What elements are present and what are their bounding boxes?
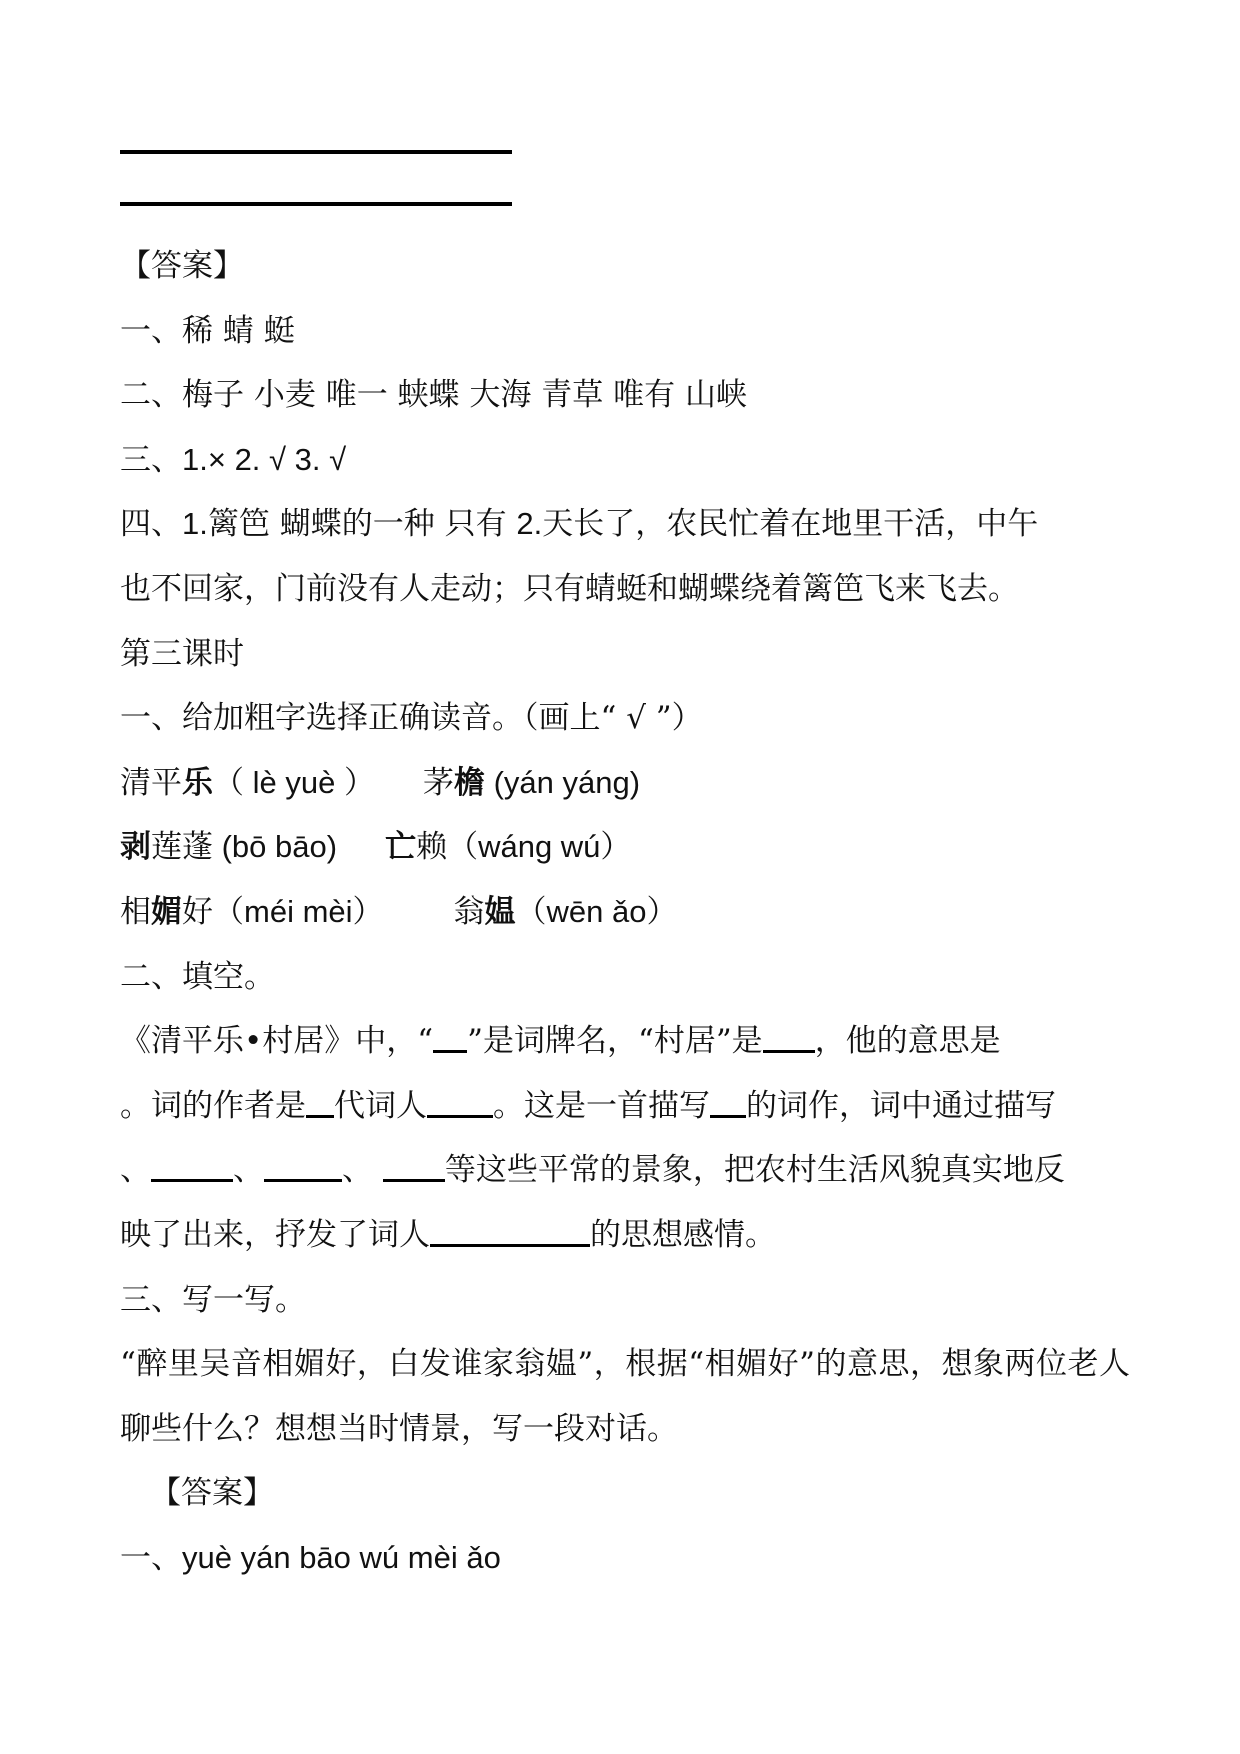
pinyin-options: （méi mèi）: [213, 893, 384, 929]
fill-blank-line-2: [120, 1074, 1130, 1139]
answer-prefix: 一、: [120, 1539, 182, 1576]
answer-item-4-num-1: 1.: [182, 506, 208, 542]
document-body: [120, 234, 1130, 1590]
answer-item-4-line-2: 也不回家，门前没有人走动；只有蜻蜓和蝴蝶绕着篱笆飞来飞去。: [120, 570, 1019, 607]
answer-item-4-prefix: 四、: [120, 506, 182, 543]
answer-item-4-line-1: [120, 492, 1130, 557]
pinyin-options: （ lè yuè ）: [213, 764, 375, 800]
lesson-title: 第三课时: [120, 635, 244, 672]
answer-item-4-num-2: 2.: [516, 506, 543, 542]
text: 代词人: [334, 1087, 427, 1124]
word-text: 莲蓬: [151, 829, 213, 866]
text: 的思想感情。: [590, 1216, 776, 1253]
answer-part-1: [120, 1526, 1130, 1591]
fill-blank[interactable]: [151, 1149, 233, 1182]
fill-blank[interactable]: [383, 1149, 445, 1182]
part-3-prompt: “醉里吴音相媚好，白发谁家翁媪”，根据“相媚好”的意思，想象两位老人聊些什么？想想当时情景，写一段对话。: [120, 1346, 1130, 1447]
word-wengao: [454, 894, 678, 930]
blank-answer-line: [120, 202, 512, 206]
pinyin-options: （wēn ǎo）: [515, 893, 678, 929]
text: 映了出来，抒发了词人: [120, 1216, 430, 1253]
part-2-title: 二、填空。: [120, 958, 275, 995]
text: 。这是一首描写: [493, 1087, 710, 1124]
fill-blank[interactable]: [433, 1020, 467, 1053]
bold-char: 剥: [120, 829, 151, 866]
pinyin-row-3: [120, 880, 1130, 945]
word-bolianpeng: [120, 829, 337, 865]
pinyin-row-2: [120, 815, 1130, 880]
text: 、: [342, 1152, 383, 1189]
fill-blank[interactable]: [763, 1020, 815, 1053]
pinyin-options: (bō bāo): [213, 829, 338, 865]
answer-heading: 【答案】: [150, 1475, 274, 1512]
bold-char: 媪: [484, 893, 516, 930]
fill-blank[interactable]: [427, 1085, 493, 1118]
word-text: 相: [120, 893, 151, 930]
fill-blank[interactable]: [430, 1214, 590, 1247]
answer-item-3: [120, 428, 1130, 493]
text: 、: [120, 1152, 151, 1189]
bold-char: 乐: [182, 764, 213, 801]
text: 。词的作者是: [120, 1087, 306, 1124]
word-wulai: [385, 829, 631, 865]
answer-item-3-prefix: 三、: [120, 441, 182, 478]
word-maoyan: [423, 765, 640, 801]
text: 的词作，词中通过描写: [746, 1087, 1056, 1124]
answer-item-1: 一、稀 蜻 蜓: [120, 312, 295, 349]
answer-item-2: 二、梅子 小麦 唯一 蛱蝶 大海 青草 唯有 山峡: [120, 377, 747, 414]
fill-blank[interactable]: [306, 1085, 334, 1118]
pinyin-options: （wáng wú）: [447, 829, 632, 865]
text: ，他的意思是: [814, 1023, 1001, 1060]
fill-blank-line-1: [120, 1009, 1130, 1074]
fill-blank[interactable]: [264, 1149, 342, 1182]
answer-heading: 【答案】: [120, 248, 244, 284]
bold-char: 檐: [453, 764, 485, 801]
word-text: 翁: [453, 893, 485, 930]
word-text: 好: [182, 893, 213, 930]
answer-item-4-text-2: 天长了，农民忙着在地里干活，中午: [542, 506, 1039, 543]
answer-pinyin: yuè yán bāo wú mèi ǎo: [182, 1539, 501, 1575]
text: 等这些平常的景象，把农村生活风貌真实地反: [444, 1152, 1065, 1189]
word-text: 清平: [120, 764, 182, 801]
fill-blank[interactable]: [710, 1085, 746, 1118]
text: ”是词牌名，“村居”是: [467, 1023, 763, 1060]
bold-char: 亡: [385, 829, 417, 866]
word-xiangmeihao: [120, 894, 384, 930]
word-text: 赖: [416, 829, 448, 866]
text: 、: [233, 1152, 264, 1189]
answer-item-3-body: 1.× 2. √ 3. √: [182, 441, 347, 477]
blank-answer-line: [120, 150, 512, 154]
answer-item-4-text-1: 篱笆 蝴蝶的一种 只有: [207, 506, 517, 543]
part-3-title: 三、写一写。: [120, 1281, 306, 1318]
text: 《清平乐•村居》中，“: [120, 1023, 434, 1060]
pinyin-options: (yán yáng): [484, 764, 641, 800]
fill-blank-line-4: [120, 1203, 1130, 1268]
pinyin-row-1: [120, 751, 1130, 816]
bold-char: 媚: [151, 893, 182, 930]
word-qingpingle: [120, 765, 375, 801]
fill-blank-line-3: [120, 1138, 1130, 1203]
part-1-title: 一、给加粗字选择正确读音。（画上“ √ ”）: [120, 700, 703, 737]
word-text: 茅: [422, 764, 454, 801]
